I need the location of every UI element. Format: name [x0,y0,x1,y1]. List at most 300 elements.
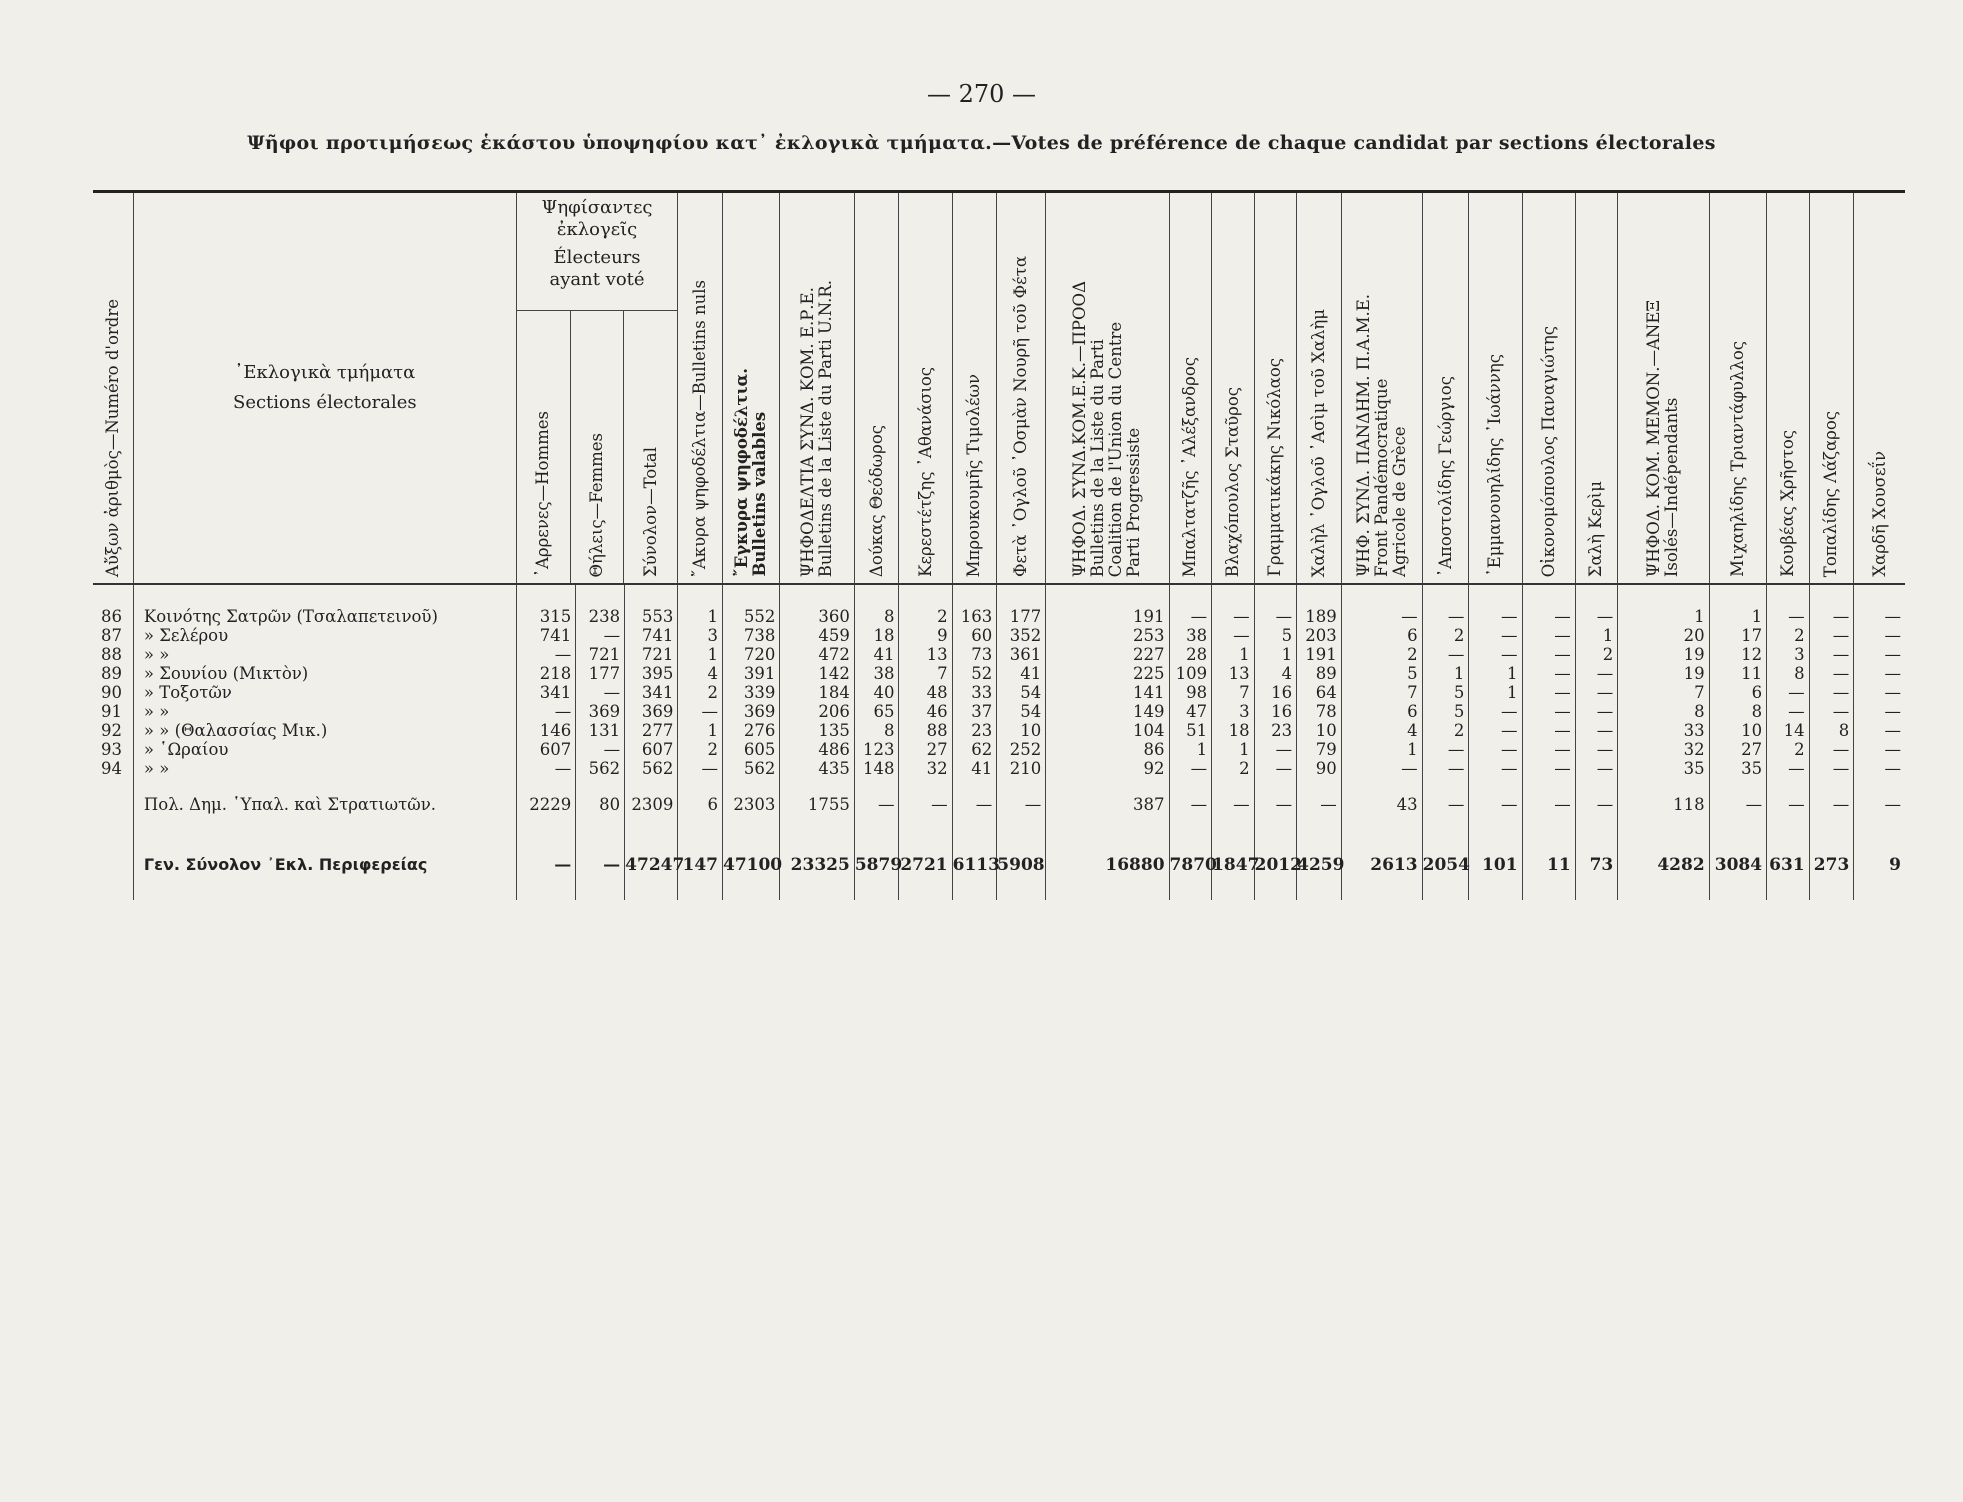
section-name: Κοινότης Σατρῶν (Τσαλαπετεινοῦ) [133,584,516,626]
table-cell: 38 [1169,626,1212,645]
table-cell: 277 [625,721,678,740]
table-cell: 2 [1575,645,1618,664]
row-number [93,790,133,820]
table-cell: — [576,626,625,645]
table-cell: — [952,790,997,820]
page-number: — 270 — [926,80,1037,108]
table-cell: 27 [1709,740,1766,759]
table-cell: 51 [1169,721,1212,740]
table-cell [516,882,576,900]
table-cell: 7 [899,664,952,683]
header-cand-label: Χαλὴλ ᾽Ογλοῦ ᾽Ασὶμ τοῦ Χαλὴμ [1308,308,1328,577]
table-cell [1854,820,1905,848]
row-number: 87 [101,625,122,645]
table-cell: — [678,702,723,721]
table-cell [899,820,952,848]
table-cell [1169,778,1212,790]
table-cell: 109 [1169,664,1212,683]
table-cell: — [1212,584,1255,626]
table-cell: 177 [997,584,1046,626]
table-cell: 1 [1469,664,1522,683]
header-cand-label: Κουβέας Χρῆστος [1777,430,1797,577]
table-cell: 23 [952,721,997,740]
header-sections-gr: ᾽Εκλογικὰ τμήματα [234,362,416,383]
table-cell: 2 [1341,645,1422,664]
section-name: » » [133,645,516,664]
table-cell: 46 [899,702,952,721]
table-cell: 47100 [722,848,779,882]
table-cell: 395 [625,664,678,683]
table-cell: 32 [899,759,952,778]
row-number: 89 [101,663,122,683]
table-cell [1618,820,1709,848]
section-name: » ῾Ωραίου [133,740,516,759]
table-cell [1422,882,1469,900]
table-cell: 1 [1169,740,1212,759]
table-cell: 33 [1618,721,1709,740]
table-cell: 90 [1297,759,1342,778]
table-cell: 273 [1809,848,1854,882]
table-cell: 1 [1254,645,1297,664]
table-cell: 8 [854,584,899,626]
table-cell: — [1422,790,1469,820]
table-cell: — [1469,584,1522,626]
table-cell: 64 [1297,683,1342,702]
header-cand-14 [1575,192,1618,585]
table-cell [1254,778,1297,790]
header-cand-label: Φετὰ ᾽Ογλοῦ ᾽Οσμὰν Νουρῆ τοῦ Φέτα [1011,256,1031,577]
table-cell: 52 [952,664,997,683]
section-name [133,820,516,848]
table-cell: 607 [516,740,576,759]
table-cell: — [1809,584,1854,626]
table-row [93,584,1905,626]
table-cell [1767,882,1810,900]
table-cell [1341,778,1422,790]
table-cell [1522,778,1575,790]
table-cell: 27 [899,740,952,759]
table-cell [997,778,1046,790]
table-cell: — [1522,759,1575,778]
table-cell: 88 [899,721,952,740]
table-cell: 16 [1254,683,1297,702]
section-name: » Τοξοτῶν [133,683,516,702]
header-null [678,192,723,585]
table-cell: 101 [1469,848,1522,882]
table-cell: — [1854,740,1905,759]
table-cell: 2229 [516,790,576,820]
table-cell: — [1422,759,1469,778]
table-cell: — [1522,790,1575,820]
table-cell: — [516,848,576,882]
table-cell: — [1767,759,1810,778]
table-cell: — [576,740,625,759]
header-cand-label: Γραμματικάκης Νικόλαος [1265,358,1285,577]
table-cell: 8 [1618,702,1709,721]
table-cell: 23325 [780,848,854,882]
spacer-row [93,882,1905,900]
header-cand-6 [1169,192,1212,585]
table-cell: 19 [1618,645,1709,664]
table-cell: 13 [1212,664,1255,683]
table-cell [722,778,779,790]
table-cell: — [1809,790,1854,820]
table-cell: — [1469,626,1522,645]
table-cell [1212,882,1255,900]
table-cell: 4 [1254,664,1297,683]
table-row [93,721,1905,740]
table-cell: 607 [625,740,678,759]
header-order-label: Αὔξων ἀριθμὸς—Numéro d'ordre [102,298,122,577]
header-men: ᾽Αρρενες—Hommes [533,410,553,577]
table-cell: 92 [1046,759,1169,778]
header-cand-18 [1809,192,1854,585]
table-cell: 19 [1618,664,1709,683]
table-cell: 352 [997,626,1046,645]
table-cell: — [1469,790,1522,820]
table-cell: 5 [1422,683,1469,702]
table-cell: 2 [1767,626,1810,645]
table-cell: 54 [997,702,1046,721]
table-cell: — [1809,645,1854,664]
table-cell: 12 [1709,645,1766,664]
table-cell: 23 [1254,721,1297,740]
table-cell [516,820,576,848]
table-cell: 341 [625,683,678,702]
table-cell: 1 [1469,683,1522,702]
table-cell: 18 [1212,721,1255,740]
table-cell: 184 [780,683,854,702]
header-total: Σύνολον—Total [640,447,660,577]
spacer-row [93,778,1905,790]
table-cell: — [1854,702,1905,721]
table-cell: 73 [1575,848,1618,882]
header-cand-5 [1046,192,1169,585]
table-cell [625,778,678,790]
row-number [93,820,133,848]
table-cell [1469,882,1522,900]
section-name: » Σελέρου [133,626,516,645]
table-cell: 1 [678,721,723,740]
section-name: » Σουνίου (Μικτὸν) [133,664,516,683]
table-cell: 2721 [899,848,952,882]
table-cell: — [1254,740,1297,759]
table-cell: — [516,759,576,778]
table-cell: 118 [1618,790,1709,820]
table-cell: 43 [1341,790,1422,820]
table-row [93,645,1905,664]
row-number: 91 [101,701,122,721]
header-sections-fr: Sections électorales [232,392,417,413]
table-cell: — [1809,683,1854,702]
table-cell: — [1522,740,1575,759]
page-title: Ψῆφοι προτιμήσεως ἑκάστου ὑποψηφίου κατ᾽ ἐκλογικὰ τμήματα.—Votes de préférence de chaque candidat par sections électorales [247,132,1716,154]
table-cell: 253 [1046,626,1169,645]
table-cell: — [1169,759,1212,778]
table-cell: — [576,848,625,882]
table-cell: 2303 [722,790,779,820]
table-cell: 1 [1212,740,1255,759]
table-cell [899,882,952,900]
table-cell: — [1254,759,1297,778]
header-cand-17 [1767,192,1810,585]
table-cell: 3 [678,626,723,645]
row-number: 93 [101,739,122,759]
table-cell: 2 [1767,740,1810,759]
table-cell: 2 [678,683,723,702]
table-cell [1709,882,1766,900]
table-cell: 203 [1297,626,1342,645]
header-cand-label: Χαρδῆ Χουσεΐν [1869,451,1889,577]
table-cell: 2012 [1254,848,1297,882]
header-order [93,192,133,585]
table-cell: 189 [1297,584,1342,626]
table-cell: — [678,759,723,778]
table-cell [997,820,1046,848]
table-cell: 10 [1709,721,1766,740]
header-cand-label: Δούκας Θεόδωρος [866,424,886,577]
table-cell: 9 [899,626,952,645]
table-cell: 80 [576,790,625,820]
header-cand-label: ΨΗΦΟΔΕΛΤΙΑ ΣΥΝΔ. ΚΟΜ. Ε.Ρ.Ε. Bulletins de la Liste du Parti U.N.R. [798,279,836,577]
table-cell [854,882,899,900]
header-cand-label: ΨΗΦ. ΣΥΝΔ. ΠΑΝΔΗΜ. Π.Α.Μ.Ε. Front Pandémocratique Agricole de Grèce [1353,294,1409,577]
table-cell: 8 [1809,721,1854,740]
table-cell [1212,820,1255,848]
header-valid-label: ῎Εγκυρα ψηφοδέλτια. Bulletins valables [732,368,770,577]
table-cell: — [1422,645,1469,664]
table-cell [854,778,899,790]
header-cand-13 [1522,192,1575,585]
table-cell: — [1854,664,1905,683]
table-cell: 191 [1297,645,1342,664]
table-cell: — [1212,626,1255,645]
table-cell: — [1522,645,1575,664]
table-cell: 486 [780,740,854,759]
table-cell: 2309 [625,790,678,820]
table-cell: 5908 [997,848,1046,882]
table-cell [1575,882,1618,900]
header-cand-3 [952,192,997,585]
table-cell [780,778,854,790]
table-cell [1575,820,1618,848]
table-cell [678,882,723,900]
table-cell [1522,820,1575,848]
table-cell: 32 [1618,740,1709,759]
table-cell: — [1809,759,1854,778]
table-cell [1341,882,1422,900]
table-cell: 149 [1046,702,1169,721]
table-cell: — [1341,584,1422,626]
table-cell: 2 [899,584,952,626]
table-cell: 14 [1767,721,1810,740]
table-cell: 361 [997,645,1046,664]
table-cell [1709,820,1766,848]
table-cell: — [1469,740,1522,759]
table-cell: 10 [997,721,1046,740]
table-cell: 435 [780,759,854,778]
table-cell: — [1854,683,1905,702]
table-cell: — [516,645,576,664]
table-cell [1422,820,1469,848]
header-cand-label: Τοπαλίδης Λάζαρος [1821,410,1841,577]
table-cell: 1 [1422,664,1469,683]
header-null-label: ῎Ακυρα ψηφοδέλτια—Bulletins nuls [690,279,710,577]
table-cell [1809,820,1854,848]
table-cell: 38 [854,664,899,683]
row-number: 92 [101,720,122,740]
table-cell: — [1254,584,1297,626]
table-cell: 35 [1618,759,1709,778]
table-cell: — [1854,759,1905,778]
table-cell: — [1297,790,1342,820]
table-cell: — [1854,645,1905,664]
table-cell: 7870 [1169,848,1212,882]
table-cell: — [1575,759,1618,778]
table-cell: — [1854,626,1905,645]
table-cell: 78 [1297,702,1342,721]
section-name: » » (Θαλασσίας Μικ.) [133,721,516,740]
table-cell: — [854,790,899,820]
table-cell: 141 [1046,683,1169,702]
table-cell: — [1522,683,1575,702]
table-cell: 631 [1767,848,1810,882]
table-cell: 1 [1341,740,1422,759]
table-cell [1169,820,1212,848]
table-cell [1575,778,1618,790]
table-cell: 86 [1046,740,1169,759]
table-cell [1254,820,1297,848]
spacer-row [93,820,1905,848]
row-number: 86 [101,606,122,626]
table-cell [625,820,678,848]
table-cell: 16 [1254,702,1297,721]
header-cand-7 [1212,192,1255,585]
table-cell [1297,778,1342,790]
header-cand-0 [780,192,854,585]
header-women: Θήλεις—Femmes [587,432,607,577]
table-cell: 225 [1046,664,1169,683]
table-cell [516,778,576,790]
table-cell: 391 [722,664,779,683]
header-cand-11 [1422,192,1469,585]
table-cell: — [1709,790,1766,820]
header-cand-label: Μπρουκουμῆς Τιμολέων [964,373,984,577]
table-cell: 276 [722,721,779,740]
table-cell: 2 [1212,759,1255,778]
table-cell: — [1422,740,1469,759]
table-cell: — [1522,584,1575,626]
table-cell: 16880 [1046,848,1169,882]
table-cell: 252 [997,740,1046,759]
table-cell: — [1575,740,1618,759]
header-cand-label: Σαλὴ Κερὶμ [1586,480,1606,577]
table-cell: — [1575,584,1618,626]
table-cell: 7 [1212,683,1255,702]
table-cell [678,778,723,790]
table-cell: — [1575,790,1618,820]
table-cell: 41 [854,645,899,664]
table-cell [1046,820,1169,848]
table-cell [1618,882,1709,900]
section-name [133,882,516,900]
table-cell [1341,820,1422,848]
table-cell: — [1169,584,1212,626]
voters-group-fr: Électeurs ayant voté [549,247,645,290]
table-cell: 17 [1709,626,1766,645]
table-cell: 73 [952,645,997,664]
table-cell: — [516,702,576,721]
table-cell: 54 [997,683,1046,702]
table-cell: 8 [854,721,899,740]
table-cell [1297,882,1342,900]
table-cell: 123 [854,740,899,759]
table-cell: 11 [1522,848,1575,882]
table-cell: 720 [722,645,779,664]
table-cell: 4 [1341,721,1422,740]
header-cand-label: Κερεστέτζης ᾽Αθανάσιος [915,367,935,577]
table-cell: 4259 [1297,848,1342,882]
table-cell: — [1522,721,1575,740]
voters-group-label [517,193,678,311]
table-cell: 387 [1046,790,1169,820]
table-cell [780,882,854,900]
header-row [93,192,1905,585]
table-cell: 6 [678,790,723,820]
table-cell [952,778,997,790]
table-cell: 339 [722,683,779,702]
table-cell: — [1767,683,1810,702]
table-cell: — [1854,584,1905,626]
header-cand-19 [1854,192,1905,585]
table-cell: 6 [1341,702,1422,721]
table-cell: 218 [516,664,576,683]
table-row [93,740,1905,759]
header-cand-label: Μιχαηλίδης Τριαντάφυλλος [1727,341,1747,577]
header-cand-label: Βλαχόπουλος Σταῦρος [1222,386,1242,577]
table-cell: 3 [1767,645,1810,664]
section-name: » » [133,759,516,778]
table-cell [1809,778,1854,790]
table-cell: 35 [1709,759,1766,778]
table-cell [625,882,678,900]
table-cell: — [1575,721,1618,740]
section-name: » » [133,702,516,721]
table-cell: 1 [1212,645,1255,664]
table-cell [1709,778,1766,790]
table-cell: — [1809,664,1854,683]
header-cand-16 [1709,192,1766,585]
table-cell: 20 [1618,626,1709,645]
header-cand-1 [854,192,899,585]
header-cand-label: Οἰκονομόπουλος Παναγιώτης [1538,325,1558,577]
table-cell: — [1469,721,1522,740]
table-cell: 1755 [780,790,854,820]
table-cell: — [1422,584,1469,626]
table-cell: 552 [722,584,779,626]
table-row [93,683,1905,702]
table-cell: 369 [722,702,779,721]
table-cell: — [1809,626,1854,645]
header-cand-9 [1297,192,1342,585]
table-cell: — [1169,790,1212,820]
table-cell: — [1469,702,1522,721]
table-cell [722,882,779,900]
table-cell [1046,882,1169,900]
header-cand-2 [899,192,952,585]
table-cell: 163 [952,584,997,626]
table-cell: — [1212,790,1255,820]
